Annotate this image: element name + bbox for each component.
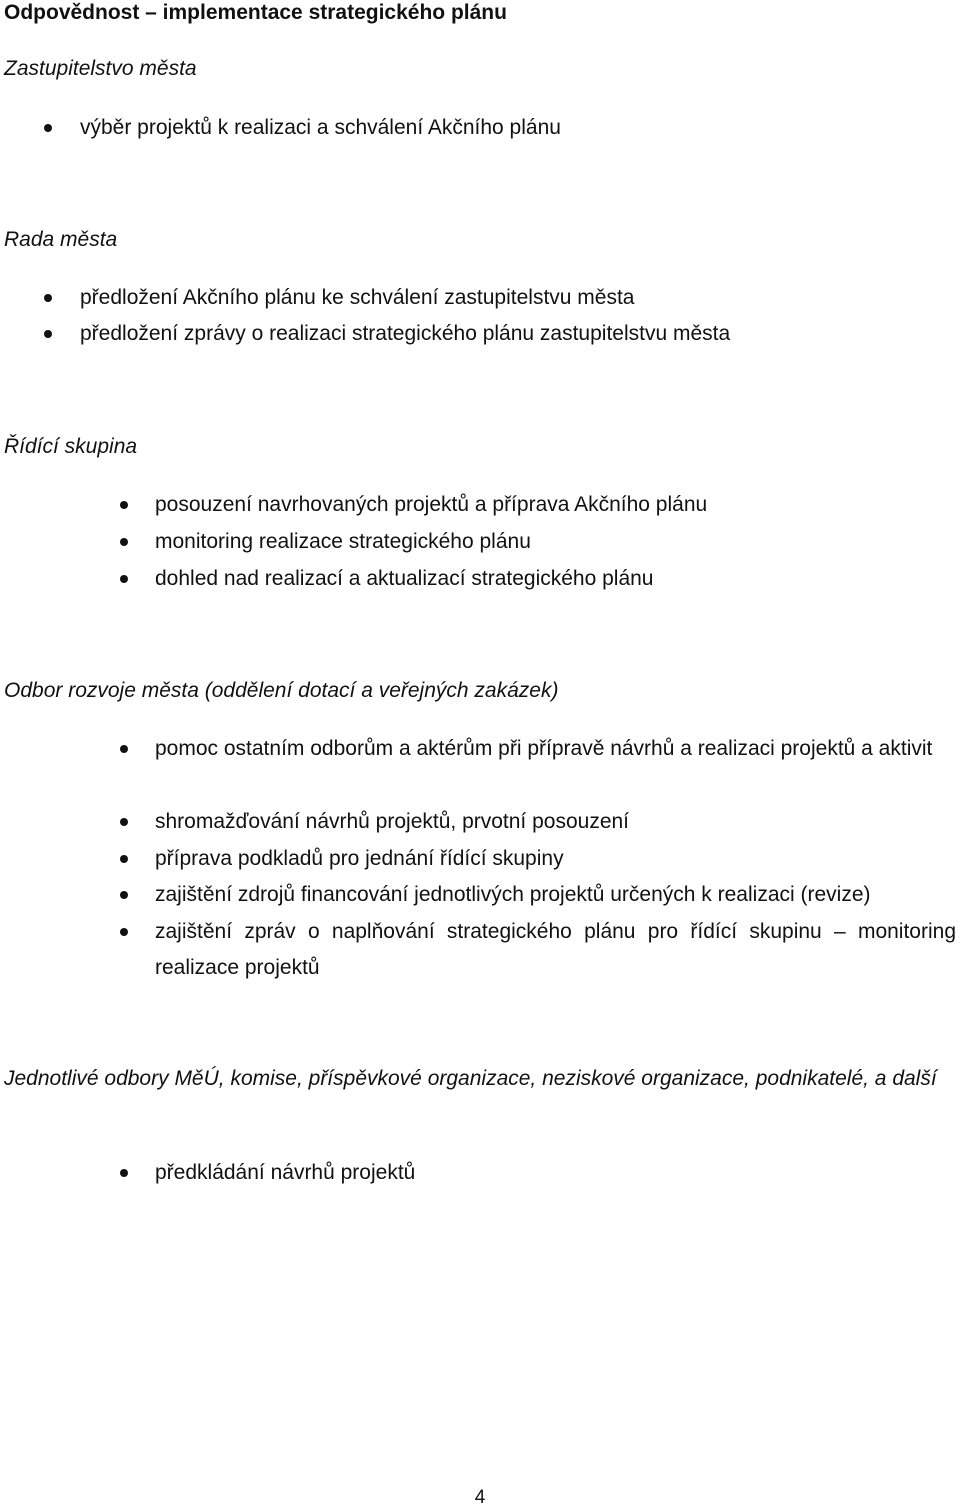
bullet-icon — [120, 855, 128, 863]
list-item: dohled nad realizací a aktualizací strategického plánu — [155, 567, 654, 590]
list-item: zajištění zdrojů financování jednotlivých projektů určených k realizaci (revize) — [155, 883, 871, 906]
page-number: 4 — [474, 1487, 486, 1508]
bullet-icon — [120, 818, 128, 826]
bullet-icon — [120, 745, 128, 753]
bullet-icon — [120, 575, 128, 583]
section-heading-odbor-rozvoje: Odbor rozvoje města (oddělení dotací a veřejných zakázek) — [4, 679, 559, 702]
list-item: shromažďování návrhů projektů, prvotní posouzení — [155, 810, 630, 833]
bullet-icon — [44, 294, 52, 302]
list-item: výběr projektů k realizaci a schválení Akčního plánu — [80, 116, 561, 139]
bullet-icon — [120, 928, 128, 936]
list-item: monitoring realizace strategického plánu — [155, 530, 531, 553]
list-item: pomoc ostatním odborům a aktérům při přípravě návrhů a realizaci projektů a aktivit — [155, 737, 933, 760]
list-item: předkládání návrhů projektů — [155, 1161, 416, 1184]
bullet-icon — [44, 330, 52, 338]
list-item: příprava podkladů pro jednání řídící skupiny — [155, 847, 564, 870]
bullet-icon — [120, 891, 128, 899]
list-item: předložení Akčního plánu ke schválení zastupitelstvu města — [80, 286, 635, 309]
section-heading-zastupitelstvo: Zastupitelstvo města — [4, 57, 197, 80]
section-heading-ridici-skupina: Řídící skupina — [4, 435, 138, 458]
list-item: posouzení navrhovaných projektů a příprava Akčního plánu — [155, 493, 708, 516]
section-heading-rada: Rada města — [4, 228, 118, 251]
bullet-icon — [44, 124, 52, 132]
list-item: zajištění zpráv o naplňování strategického plánu pro řídící skupinu – monitoring realizace projektů — [155, 920, 956, 979]
bullet-icon — [120, 1169, 128, 1177]
bullet-icon — [120, 501, 128, 509]
bullet-icon — [120, 538, 128, 546]
section-heading-jednotlive-odbory: Jednotlivé odbory MěÚ, komise, příspěvkové organizace, neziskové organizace, podnikatelé, a další — [4, 1067, 937, 1090]
document-title: Odpovědnost – implementace strategického plánu — [4, 1, 507, 24]
list-item: předložení zprávy o realizaci strategického plánu zastupitelstvu města — [80, 322, 731, 345]
